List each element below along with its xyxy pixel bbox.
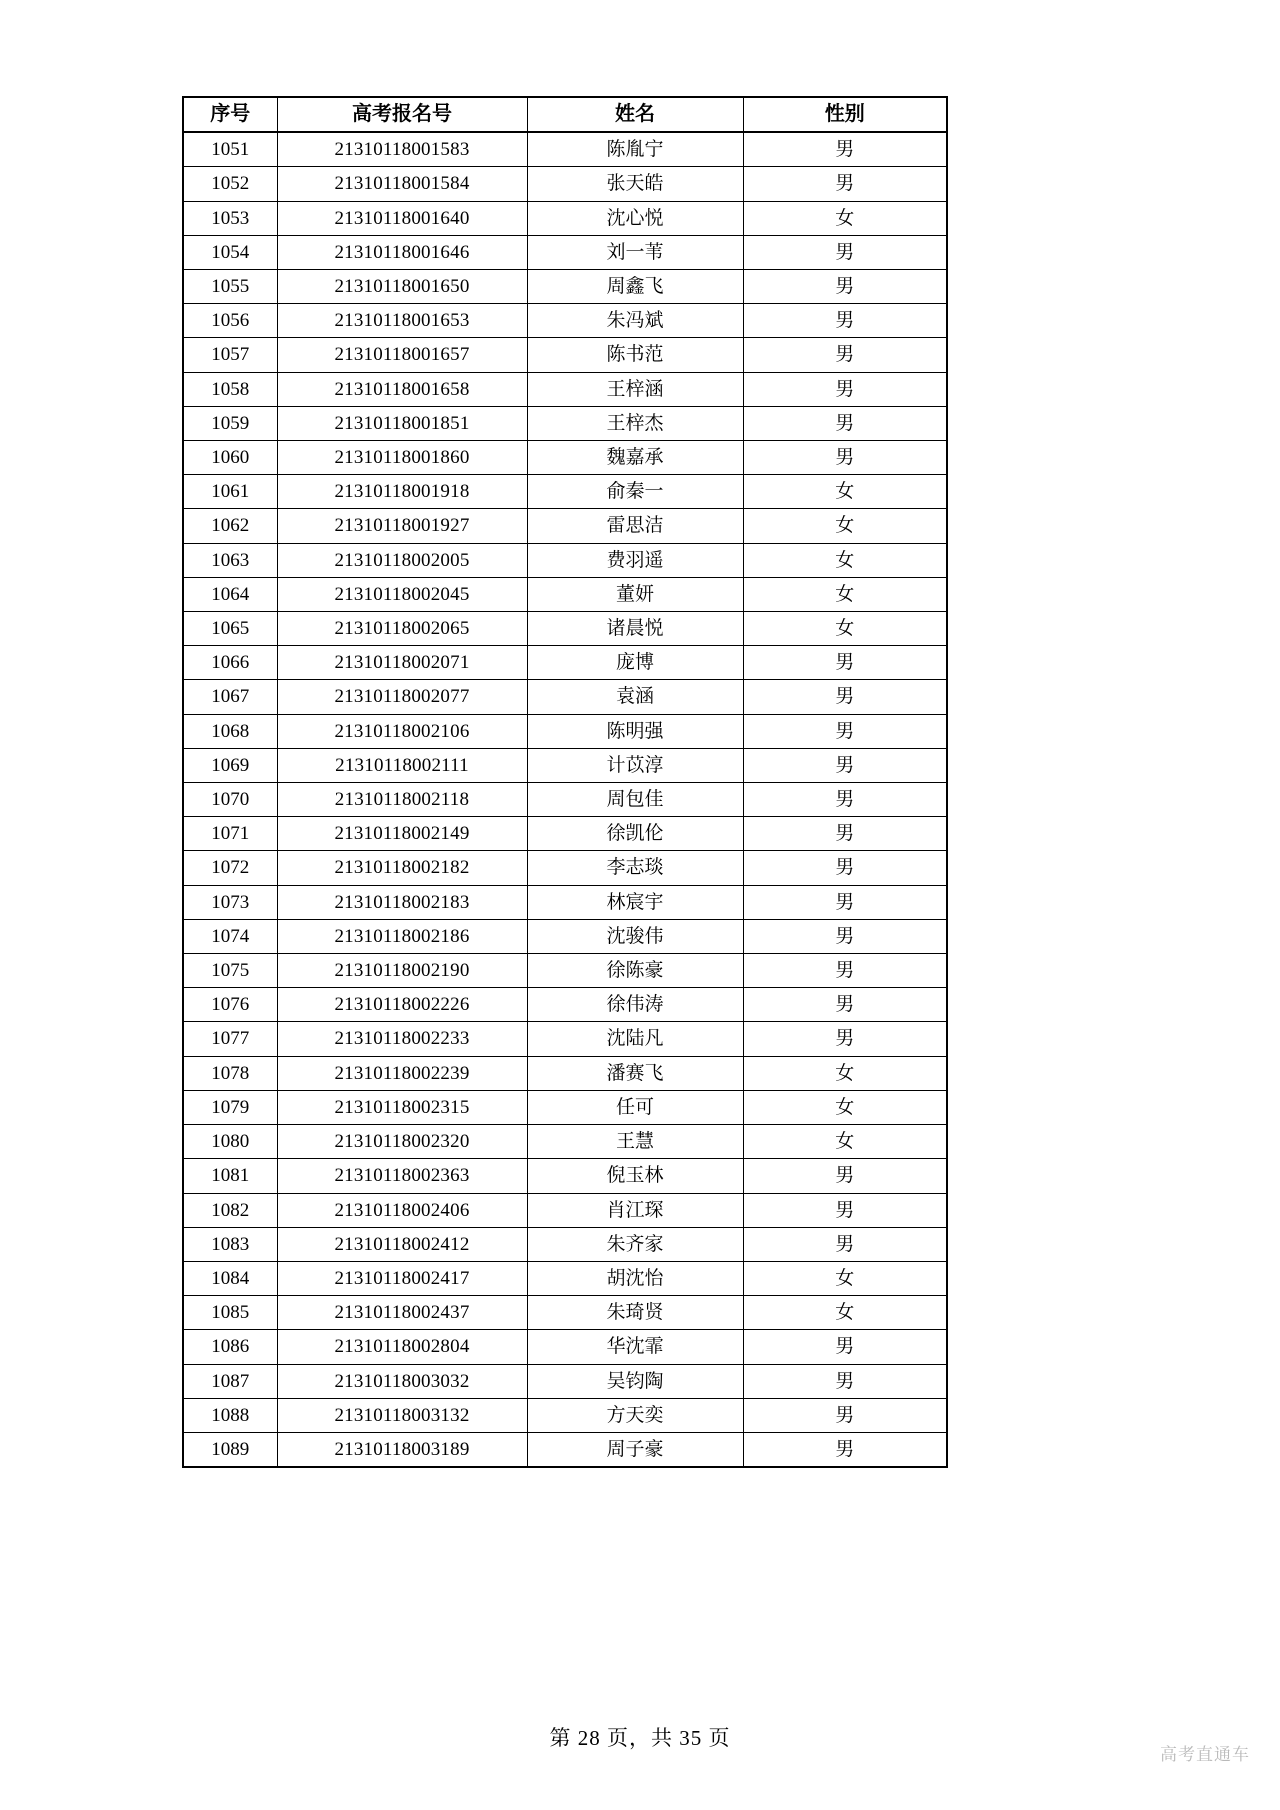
cell-name: 方天奕 (527, 1398, 743, 1432)
cell-exam-number: 21310118001646 (277, 235, 527, 269)
table-body (183, 132, 947, 1467)
cell-gender: 男 (743, 1227, 947, 1261)
cell-sequence: 1056 (183, 304, 277, 338)
cell-gender: 男 (743, 441, 947, 475)
cell-sequence: 1051 (183, 132, 277, 167)
cell-name: 雷思洁 (527, 509, 743, 543)
cell-exam-number: 21310118002226 (277, 988, 527, 1022)
cell-gender: 男 (743, 988, 947, 1022)
table-row (183, 612, 947, 646)
page-footer: 第 28 页，共 35 页 (549, 1726, 731, 1750)
table-row (183, 1022, 947, 1056)
cell-gender: 男 (743, 338, 947, 372)
table-row (183, 1330, 947, 1364)
cell-gender: 女 (743, 509, 947, 543)
cell-gender: 男 (743, 851, 947, 885)
cell-exam-number: 21310118002045 (277, 577, 527, 611)
cell-sequence: 1081 (183, 1159, 277, 1193)
cell-sequence: 1065 (183, 612, 277, 646)
cell-sequence: 1089 (183, 1432, 277, 1467)
table-row (183, 577, 947, 611)
roster-table-container (182, 96, 946, 1468)
cell-sequence: 1059 (183, 406, 277, 440)
cell-sequence: 1070 (183, 783, 277, 817)
cell-exam-number: 21310118002406 (277, 1193, 527, 1227)
cell-sequence: 1062 (183, 509, 277, 543)
candidate-roster-table (182, 96, 948, 1468)
cell-name: 董妍 (527, 577, 743, 611)
cell-sequence: 1055 (183, 270, 277, 304)
cell-gender: 男 (743, 919, 947, 953)
cell-gender: 男 (743, 954, 947, 988)
table-row (183, 270, 947, 304)
cell-name: 徐陈豪 (527, 954, 743, 988)
table-row (183, 1261, 947, 1295)
cell-name: 周鑫飞 (527, 270, 743, 304)
cell-gender: 男 (743, 783, 947, 817)
cell-sequence: 1069 (183, 748, 277, 782)
cell-gender: 男 (743, 1432, 947, 1467)
cell-name: 计苡淳 (527, 748, 743, 782)
cell-name: 徐伟涛 (527, 988, 743, 1022)
table-row (183, 783, 947, 817)
table-header (183, 97, 947, 132)
cell-exam-number: 21310118002315 (277, 1090, 527, 1124)
cell-sequence: 1074 (183, 919, 277, 953)
cell-gender: 男 (743, 748, 947, 782)
cell-exam-number: 21310118001918 (277, 475, 527, 509)
table-row (183, 1159, 947, 1193)
cell-gender: 女 (743, 543, 947, 577)
cell-gender: 女 (743, 201, 947, 235)
cell-sequence: 1083 (183, 1227, 277, 1261)
cell-sequence: 1072 (183, 851, 277, 885)
cell-gender: 女 (743, 1125, 947, 1159)
cell-name: 任可 (527, 1090, 743, 1124)
table-row (183, 1090, 947, 1124)
cell-sequence: 1073 (183, 885, 277, 919)
cell-sequence: 1054 (183, 235, 277, 269)
table-row (183, 817, 947, 851)
cell-name: 俞秦一 (527, 475, 743, 509)
cell-exam-number: 21310118002182 (277, 851, 527, 885)
cell-sequence: 1082 (183, 1193, 277, 1227)
cell-exam-number: 21310118002437 (277, 1296, 527, 1330)
cell-exam-number: 21310118002111 (277, 748, 527, 782)
cell-name: 倪玉林 (527, 1159, 743, 1193)
cell-exam-number: 21310118002190 (277, 954, 527, 988)
cell-gender: 男 (743, 270, 947, 304)
cell-exam-number: 21310118001658 (277, 372, 527, 406)
cell-exam-number: 21310118001657 (277, 338, 527, 372)
cell-exam-number: 21310118002118 (277, 783, 527, 817)
table-row (183, 235, 947, 269)
cell-name: 王梓涵 (527, 372, 743, 406)
cell-gender: 男 (743, 406, 947, 440)
cell-gender: 男 (743, 1364, 947, 1398)
cell-gender: 男 (743, 132, 947, 167)
table-row (183, 201, 947, 235)
cell-gender: 男 (743, 1398, 947, 1432)
cell-exam-number: 21310118002417 (277, 1261, 527, 1295)
cell-gender: 女 (743, 1090, 947, 1124)
cell-name: 沈心悦 (527, 201, 743, 235)
cell-name: 胡沈怡 (527, 1261, 743, 1295)
cell-gender: 女 (743, 612, 947, 646)
table-row (183, 748, 947, 782)
table-row (183, 406, 947, 440)
cell-name: 林宸宇 (527, 885, 743, 919)
cell-sequence: 1087 (183, 1364, 277, 1398)
cell-sequence: 1066 (183, 646, 277, 680)
cell-name: 费羽遥 (527, 543, 743, 577)
table-row (183, 372, 947, 406)
cell-exam-number: 21310118003189 (277, 1432, 527, 1467)
cell-sequence: 1067 (183, 680, 277, 714)
table-row (183, 851, 947, 885)
table-row (183, 509, 947, 543)
cell-name: 魏嘉承 (527, 441, 743, 475)
table-row (183, 1056, 947, 1090)
cell-gender: 男 (743, 714, 947, 748)
cell-exam-number: 21310118002804 (277, 1330, 527, 1364)
cell-gender: 男 (743, 304, 947, 338)
cell-name: 周子豪 (527, 1432, 743, 1467)
cell-exam-number: 21310118001851 (277, 406, 527, 440)
cell-name: 沈陆凡 (527, 1022, 743, 1056)
table-header-row (183, 97, 947, 132)
cell-gender: 男 (743, 372, 947, 406)
column-header-exam-number: 高考报名号 (277, 97, 527, 132)
cell-exam-number: 21310118002106 (277, 714, 527, 748)
table-row (183, 543, 947, 577)
cell-gender: 男 (743, 1193, 947, 1227)
cell-name: 诸晨悦 (527, 612, 743, 646)
cell-gender: 男 (743, 817, 947, 851)
table-row (183, 1364, 947, 1398)
cell-exam-number: 21310118001927 (277, 509, 527, 543)
table-row (183, 885, 947, 919)
table-row (183, 304, 947, 338)
cell-sequence: 1084 (183, 1261, 277, 1295)
cell-gender: 男 (743, 885, 947, 919)
cell-sequence: 1060 (183, 441, 277, 475)
cell-exam-number: 21310118002077 (277, 680, 527, 714)
cell-gender: 女 (743, 1056, 947, 1090)
table-row (183, 1227, 947, 1261)
cell-gender: 男 (743, 167, 947, 201)
cell-sequence: 1080 (183, 1125, 277, 1159)
table-row (183, 441, 947, 475)
cell-name: 肖江琛 (527, 1193, 743, 1227)
cell-name: 华沈霏 (527, 1330, 743, 1364)
cell-exam-number: 21310118002233 (277, 1022, 527, 1056)
cell-sequence: 1071 (183, 817, 277, 851)
cell-exam-number: 21310118001583 (277, 132, 527, 167)
watermark: 高考直通车 (1160, 1745, 1250, 1764)
table-row (183, 167, 947, 201)
cell-gender: 男 (743, 1022, 947, 1056)
table-row (183, 919, 947, 953)
cell-name: 庞博 (527, 646, 743, 680)
cell-sequence: 1053 (183, 201, 277, 235)
cell-exam-number: 21310118002320 (277, 1125, 527, 1159)
cell-exam-number: 21310118002412 (277, 1227, 527, 1261)
cell-name: 徐凯伦 (527, 817, 743, 851)
cell-name: 袁涵 (527, 680, 743, 714)
cell-exam-number: 21310118002149 (277, 817, 527, 851)
cell-name: 张天皓 (527, 167, 743, 201)
cell-name: 沈骏伟 (527, 919, 743, 953)
cell-sequence: 1063 (183, 543, 277, 577)
cell-sequence: 1077 (183, 1022, 277, 1056)
cell-sequence: 1078 (183, 1056, 277, 1090)
cell-exam-number: 21310118001650 (277, 270, 527, 304)
cell-gender: 男 (743, 1330, 947, 1364)
table-row (183, 954, 947, 988)
cell-name: 陈书范 (527, 338, 743, 372)
cell-sequence: 1088 (183, 1398, 277, 1432)
cell-gender: 女 (743, 475, 947, 509)
table-row (183, 132, 947, 167)
cell-sequence: 1052 (183, 167, 277, 201)
cell-gender: 男 (743, 1159, 947, 1193)
cell-gender: 男 (743, 646, 947, 680)
table-row (183, 1296, 947, 1330)
table-row (183, 338, 947, 372)
cell-name: 朱齐家 (527, 1227, 743, 1261)
cell-gender: 男 (743, 235, 947, 269)
cell-exam-number: 21310118003132 (277, 1398, 527, 1432)
column-header-gender: 性别 (743, 97, 947, 132)
cell-sequence: 1061 (183, 475, 277, 509)
cell-exam-number: 21310118002071 (277, 646, 527, 680)
table-row (183, 988, 947, 1022)
cell-name: 王慧 (527, 1125, 743, 1159)
cell-sequence: 1079 (183, 1090, 277, 1124)
cell-name: 朱冯斌 (527, 304, 743, 338)
column-header-sequence: 序号 (183, 97, 277, 132)
cell-exam-number: 21310118002239 (277, 1056, 527, 1090)
cell-exam-number: 21310118002186 (277, 919, 527, 953)
cell-name: 陈明强 (527, 714, 743, 748)
cell-sequence: 1064 (183, 577, 277, 611)
cell-exam-number: 21310118001640 (277, 201, 527, 235)
table-row (183, 680, 947, 714)
cell-sequence: 1057 (183, 338, 277, 372)
cell-gender: 女 (743, 1261, 947, 1295)
cell-name: 朱琦贤 (527, 1296, 743, 1330)
table-row (183, 475, 947, 509)
table-row (183, 1432, 947, 1467)
cell-sequence: 1068 (183, 714, 277, 748)
cell-gender: 男 (743, 680, 947, 714)
table-row (183, 1125, 947, 1159)
cell-name: 刘一苇 (527, 235, 743, 269)
table-row (183, 714, 947, 748)
cell-gender: 女 (743, 1296, 947, 1330)
cell-name: 王梓杰 (527, 406, 743, 440)
table-row (183, 1193, 947, 1227)
cell-exam-number: 21310118001653 (277, 304, 527, 338)
table-row (183, 1398, 947, 1432)
cell-exam-number: 21310118002065 (277, 612, 527, 646)
cell-sequence: 1085 (183, 1296, 277, 1330)
cell-exam-number: 21310118002005 (277, 543, 527, 577)
cell-name: 李志琰 (527, 851, 743, 885)
cell-name: 陈胤宁 (527, 132, 743, 167)
cell-sequence: 1076 (183, 988, 277, 1022)
cell-gender: 女 (743, 577, 947, 611)
cell-exam-number: 21310118002183 (277, 885, 527, 919)
cell-name: 周包佳 (527, 783, 743, 817)
cell-name: 潘赛飞 (527, 1056, 743, 1090)
cell-exam-number: 21310118001860 (277, 441, 527, 475)
cell-exam-number: 21310118003032 (277, 1364, 527, 1398)
table-row (183, 646, 947, 680)
cell-name: 吴钧陶 (527, 1364, 743, 1398)
cell-exam-number: 21310118002363 (277, 1159, 527, 1193)
column-header-name: 姓名 (527, 97, 743, 132)
cell-sequence: 1086 (183, 1330, 277, 1364)
cell-exam-number: 21310118001584 (277, 167, 527, 201)
cell-sequence: 1075 (183, 954, 277, 988)
cell-sequence: 1058 (183, 372, 277, 406)
